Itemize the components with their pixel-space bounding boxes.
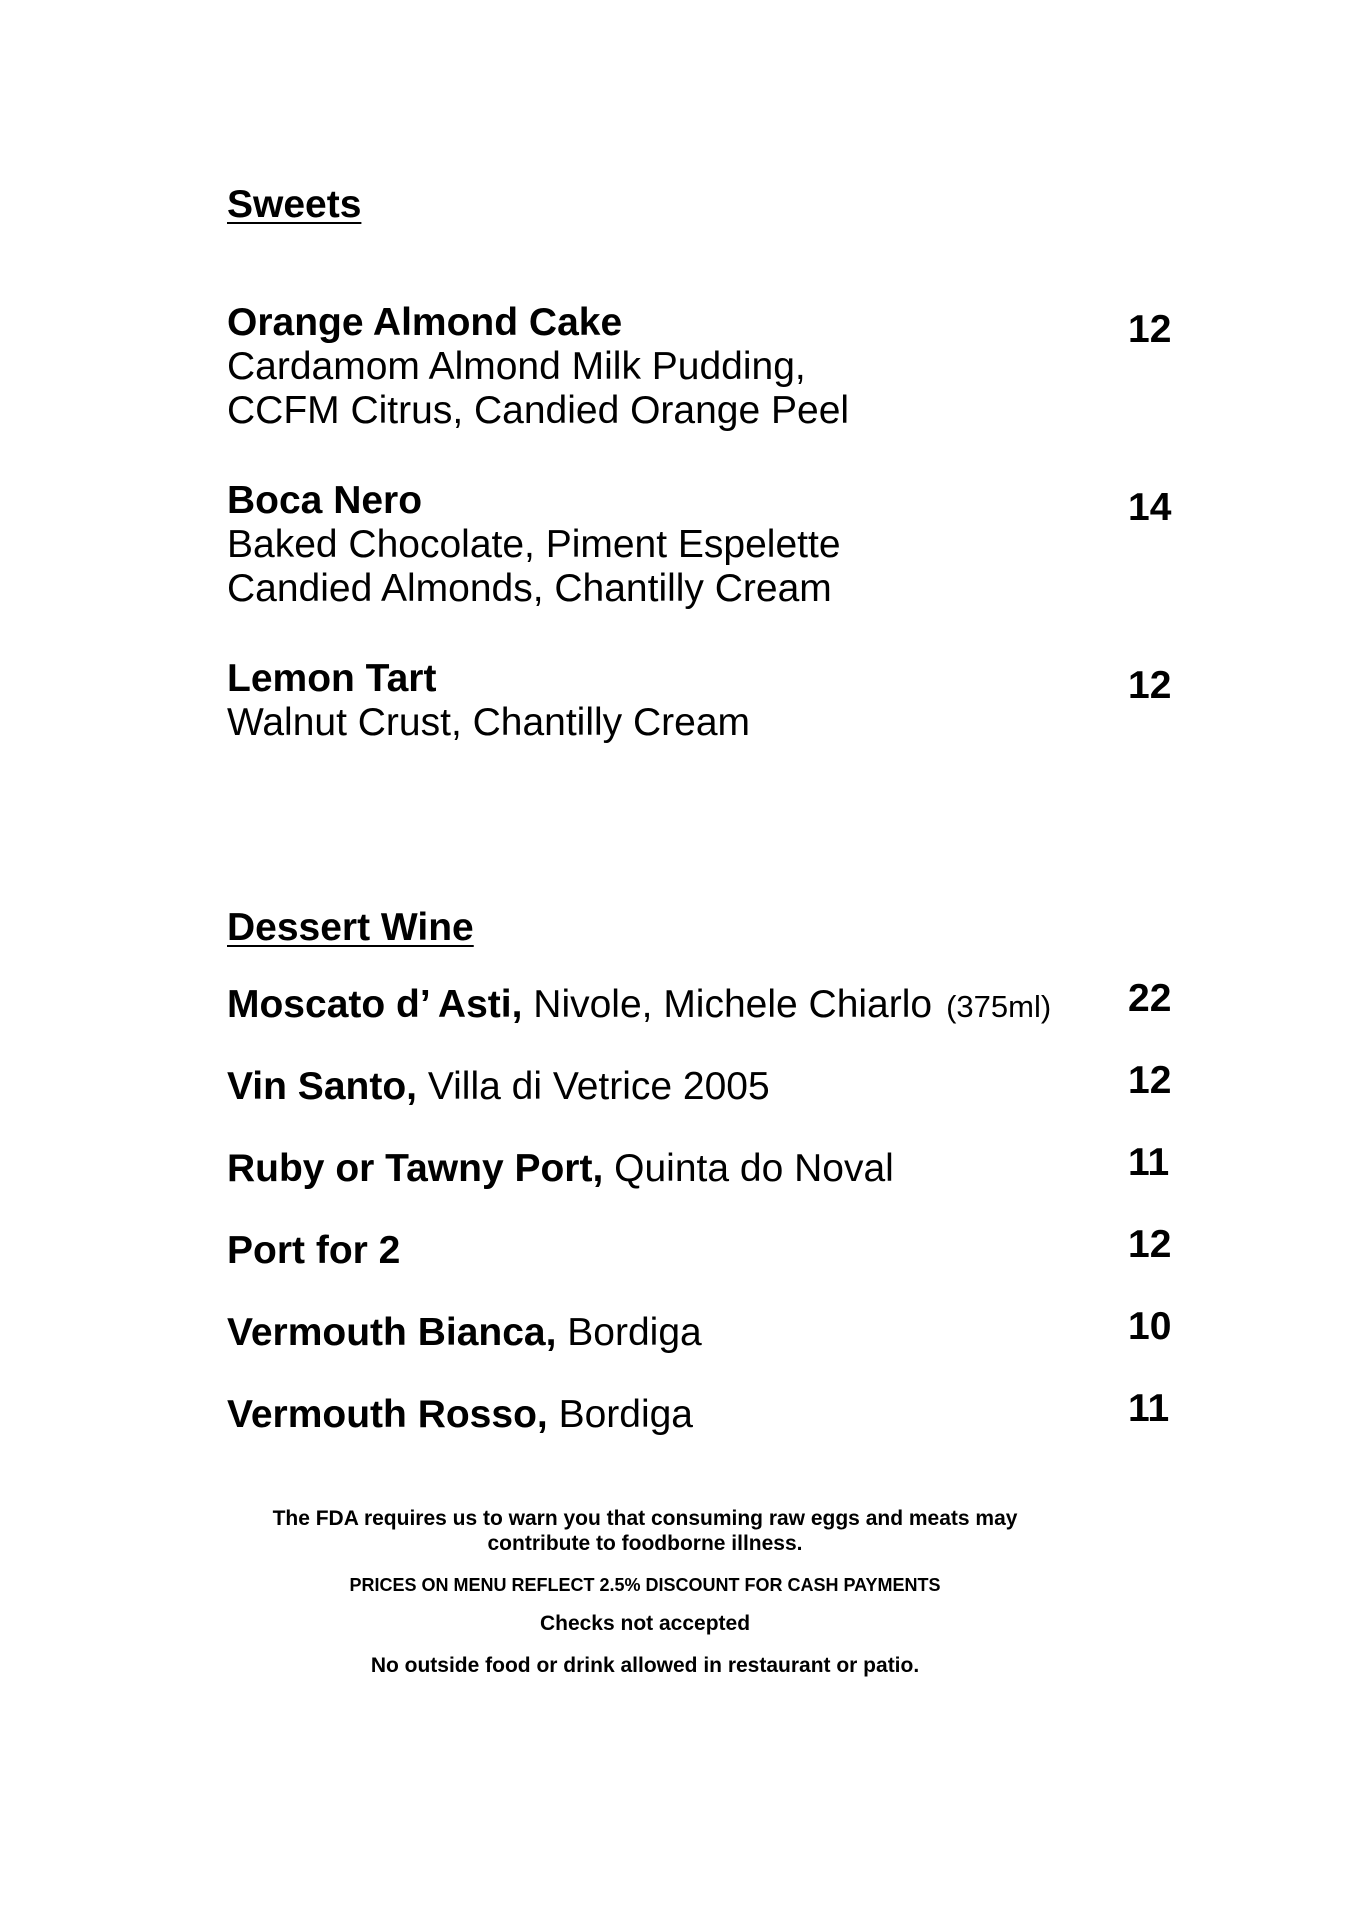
wine-item-vermouth-rosso [227,1393,693,1437]
item-name: Orange Almond Cake [227,301,623,344]
menu-item-boca-nero [227,479,1207,611]
wine-name: Moscato d’ Asti, [227,983,523,1026]
wine-price: 10 [1128,1305,1172,1348]
item-name: Boca Nero [227,479,423,522]
wine-item-vin-santo [227,1065,770,1109]
wine-name: Vermouth Rosso, [227,1393,548,1436]
wine-price: 11 [1128,1141,1170,1184]
section-title-sweets: Sweets [227,183,362,226]
item-price: 12 [1128,308,1172,351]
menu-item-orange-almond-cake [227,301,1207,433]
item-price: 12 [1128,664,1172,707]
item-name: Lemon Tart [227,657,437,700]
wine-price: 11 [1128,1387,1170,1430]
item-description: Walnut Crust, Chantilly Cream [227,701,751,744]
wine-name: Port for 2 [227,1229,401,1272]
wine-detail: Bordiga [556,1311,702,1354]
wine-item-port [227,1147,894,1191]
section-title-dessert-wine: Dessert Wine [227,906,474,949]
wine-volume: (375ml) [946,989,1052,1024]
wine-detail: Quinta do Noval [603,1147,894,1190]
wine-detail: Nivole, Michele Chiarlo [522,983,933,1026]
fda-warning-line1: The FDA requires us to warn you that consuming raw eggs and meats may [272,1507,1018,1530]
wine-detail: Villa di Vetrice 2005 [416,1065,770,1108]
wine-item-moscato [227,983,1051,1029]
fda-warning-line2: contribute to foodborne illness. [487,1532,803,1555]
wine-name: Vermouth Bianca, [227,1311,557,1354]
wine-price: 12 [1128,1223,1172,1266]
wine-name: Vin Santo, [227,1065,417,1108]
outside-food-notice: No outside food or drink allowed in restaurant or patio. [370,1654,920,1677]
item-description: CCFM Citrus, Candied Orange Peel [227,389,850,432]
wine-detail: Bordiga [547,1393,693,1436]
menu-item-lemon-tart [227,657,1207,745]
item-description: Baked Chocolate, Piment Espelette [227,523,841,566]
wine-price: 22 [1128,977,1172,1020]
wine-name: Ruby or Tawny Port, [227,1147,604,1190]
wine-item-vermouth-bianca [227,1311,702,1355]
cash-discount-notice: PRICES ON MENU REFLECT 2.5% DISCOUNT FOR CASH PAYMENTS [349,1575,941,1595]
wine-item-port-for-2 [227,1229,400,1273]
item-description: Cardamom Almond Milk Pudding, [227,345,806,388]
wine-price: 12 [1128,1059,1172,1102]
item-description: Candied Almonds, Chantilly Cream [227,567,832,610]
item-price: 14 [1128,486,1172,529]
checks-notice: Checks not accepted [539,1612,751,1635]
